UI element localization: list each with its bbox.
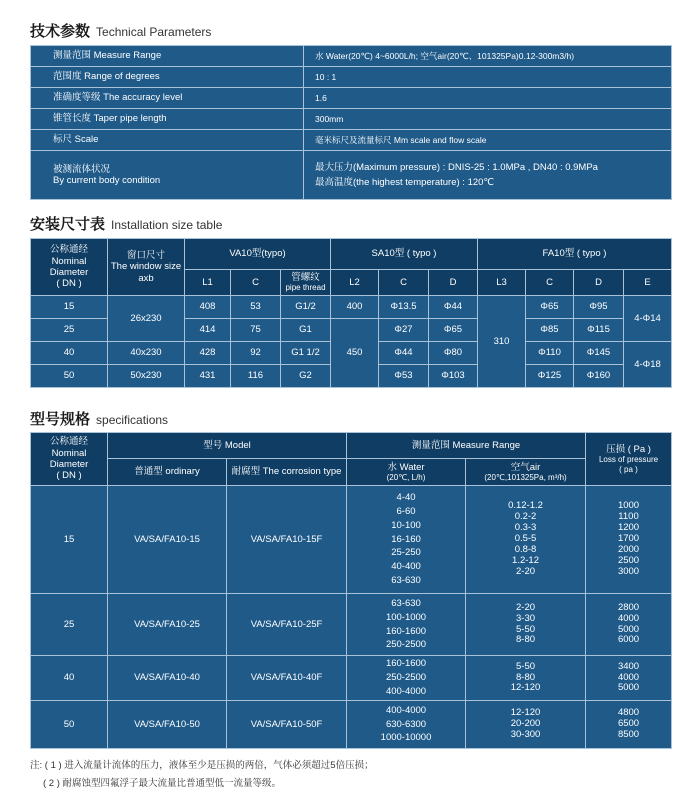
t: Loss of pressure: [598, 455, 659, 465]
cell: G2: [281, 365, 331, 388]
cell: 408: [185, 296, 231, 319]
t: 窗口尺寸: [126, 249, 165, 261]
header-water: [347, 459, 466, 486]
t: 管螺纹: [291, 272, 320, 283]
cell: 53: [231, 296, 281, 319]
t: (20℃,101325Pa, m³/h): [484, 472, 567, 482]
cell: 40x230: [108, 342, 185, 365]
t: 水 Water: [387, 461, 425, 473]
h-c: C: [231, 270, 281, 296]
h-thread: [281, 270, 331, 296]
header-corrosion: 耐腐型 The corrosion type: [227, 459, 347, 486]
header-range: 测量范围 Measure Range: [347, 433, 586, 459]
title-en: Installation size table: [111, 218, 223, 232]
h-l2: L2: [331, 270, 379, 296]
h-l3: L3: [478, 270, 526, 296]
t: ( DN ): [56, 470, 82, 482]
table-row: [31, 656, 672, 701]
cell: G1 1/2: [281, 342, 331, 365]
install-table: [30, 238, 672, 388]
label: 范围度 Range of degrees: [31, 67, 304, 88]
cell: 414: [185, 319, 231, 342]
value: 300mm: [304, 109, 672, 130]
label: 测量范围 Measure Range: [31, 46, 304, 67]
cell: Φ44: [429, 296, 478, 319]
cell: G1: [281, 319, 331, 342]
t: pipe thread: [285, 283, 326, 293]
t: Diameter: [49, 459, 89, 470]
cell: 25: [31, 319, 108, 342]
cell: 40: [31, 342, 108, 365]
table-row: [31, 594, 672, 656]
cell-air: 5-50 8-80 12-120: [466, 656, 586, 701]
cell-cor: VA/SA/FA10-15F: [227, 486, 347, 594]
h-c: C: [379, 270, 429, 296]
h-c: C: [526, 270, 574, 296]
cell: 92: [231, 342, 281, 365]
t: The window size: [110, 261, 182, 273]
header-loss: [586, 433, 672, 486]
cell-ord: VA/SA/FA10-25: [108, 594, 227, 656]
cell: Φ13.5: [379, 296, 429, 319]
cell: Φ95: [574, 296, 624, 319]
cell-cor: VA/SA/FA10-50F: [227, 701, 347, 749]
cell-dn: 25: [31, 594, 108, 656]
cell-cor: VA/SA/FA10-25F: [227, 594, 347, 656]
t: 压损 ( Pa ): [606, 443, 651, 455]
cell-dn: 15: [31, 486, 108, 594]
cell: Φ145: [574, 342, 624, 365]
h-d: D: [429, 270, 478, 296]
value-temp: 最高温度(the highest temperature) : 120℃: [315, 177, 495, 188]
cell: 310: [478, 296, 526, 388]
cell-loss: 2800 4000 5000 6000: [586, 594, 672, 656]
install-title: [30, 213, 222, 234]
cell: 4-Φ18: [624, 342, 672, 388]
header-dn: [31, 239, 108, 296]
cell: 400: [331, 296, 379, 319]
cell: Φ110: [526, 342, 574, 365]
t: Nominal: [51, 447, 87, 459]
title-cn: 安装尺寸表: [30, 216, 106, 233]
value: 水 Water(20℃) 4~6000L/h; 空气air(20℃、101325Pa)0.12-300m3/h): [304, 46, 672, 67]
header-fa: FA10型 ( typo ): [478, 239, 672, 270]
cell: Φ85: [526, 319, 574, 342]
cell: Φ125: [526, 365, 574, 388]
cell-water: 4-40 6-60 10-100 16-160 25-250 40-400 63-630: [347, 486, 466, 594]
t: 空气air: [510, 461, 541, 473]
cell-air: 2-20 3-30 5-50 8-80: [466, 594, 586, 656]
cell: 428: [185, 342, 231, 365]
cell-air: 12-120 20-200 30-300: [466, 701, 586, 749]
cell: Φ115: [574, 319, 624, 342]
cell-water: 400-4000 630-6300 1000-10000: [347, 701, 466, 749]
tech-table: [30, 45, 672, 200]
cell-loss: 3400 4000 5000: [586, 656, 672, 701]
h-e: E: [624, 270, 672, 296]
spec-table: [30, 432, 672, 749]
cell: G1/2: [281, 296, 331, 319]
label: [31, 151, 304, 200]
title-en: Technical Parameters: [96, 25, 212, 39]
label-en: By current body condition: [53, 175, 161, 186]
table-row: [31, 486, 672, 594]
header-window: [108, 239, 185, 296]
cell-loss: 1000 1100 1200 1700 2000 2500 3000: [586, 486, 672, 594]
cell: Φ44: [379, 342, 429, 365]
label: 标尺 Scale: [31, 130, 304, 151]
cell-water: 63-630 100-1000 160-1600 250-2500: [347, 594, 466, 656]
table-row: [31, 701, 672, 749]
cell-cor: VA/SA/FA10-40F: [227, 656, 347, 701]
cell: 4-Φ14: [624, 296, 672, 342]
t: ( pa ): [619, 464, 638, 474]
cell-ord: VA/SA/FA10-40: [108, 656, 227, 701]
spec-title: [30, 408, 168, 429]
header-ordinary: 普通型 ordinary: [108, 459, 227, 486]
cell: Φ53: [379, 365, 429, 388]
cell: 75: [231, 319, 281, 342]
cell: 50: [31, 365, 108, 388]
label: 准确度等级 The accuracy level: [31, 88, 304, 109]
cell-dn: 50: [31, 701, 108, 749]
cell-air: 0.12-1.2 0.2-2 0.3-3 0.5-5 0.8-8 1.2-12 2-20: [466, 486, 586, 594]
cell: Φ80: [429, 342, 478, 365]
t: ( DN ): [56, 278, 82, 290]
cell: 26x230: [108, 296, 185, 342]
label-cn: 被测流体状况: [53, 163, 111, 175]
cell: 116: [231, 365, 281, 388]
label: 锥管长度 Taper pipe length: [31, 109, 304, 130]
cell: 50x230: [108, 365, 185, 388]
cell: 15: [31, 296, 108, 319]
value: 1.6: [304, 88, 672, 109]
value: 毫米标尺及流量标尺 Mm scale and flow scale: [304, 130, 672, 151]
t: Nominal: [51, 255, 87, 267]
t: 公称通经: [49, 436, 88, 448]
cell: Φ27: [379, 319, 429, 342]
cell: 450: [331, 319, 379, 388]
cell-ord: VA/SA/FA10-50: [108, 701, 227, 749]
cell: Φ103: [429, 365, 478, 388]
cell-ord: VA/SA/FA10-15: [108, 486, 227, 594]
cell-water: 160-1600 250-2500 400-4000: [347, 656, 466, 701]
cell: Φ65: [429, 319, 478, 342]
note-2: ( 2 ) 耐腐蚀型四氟浮子最大流量比普通型低一流量等级。: [43, 778, 282, 789]
cell: Φ160: [574, 365, 624, 388]
cell: 431: [185, 365, 231, 388]
note-1: 注: ( 1 ) 进入流量计流体的压力，液体至少是压损的两倍，气体必须超过5倍压损；: [30, 760, 374, 771]
header-model: 型号 Model: [108, 433, 347, 459]
cell: Φ65: [526, 296, 574, 319]
t: axb: [138, 272, 154, 284]
title-cn: 型号规格: [30, 411, 91, 428]
value: 10 : 1: [304, 67, 672, 88]
cell-loss: 4800 6500 8500: [586, 701, 672, 749]
h-l1: L1: [185, 270, 231, 296]
header-air: [466, 459, 586, 486]
title-en: specifications: [96, 413, 169, 427]
header-dn: [31, 433, 108, 486]
title-cn: 技术参数: [30, 23, 91, 40]
value: [304, 151, 672, 200]
t: 公称通经: [49, 244, 88, 256]
cell-dn: 40: [31, 656, 108, 701]
value-pressure: 最大压力(Maximum pressure) : DNIS-25 : 1.0MPa , DN40 : 0.9MPa: [315, 161, 598, 173]
t: (20℃, L/h): [386, 472, 426, 482]
h-d: D: [574, 270, 624, 296]
header-sa: SA10型 ( typo ): [331, 239, 478, 270]
header-va: VA10型(typo): [185, 239, 331, 270]
t: Diameter: [49, 267, 89, 278]
tech-title: [30, 20, 211, 41]
